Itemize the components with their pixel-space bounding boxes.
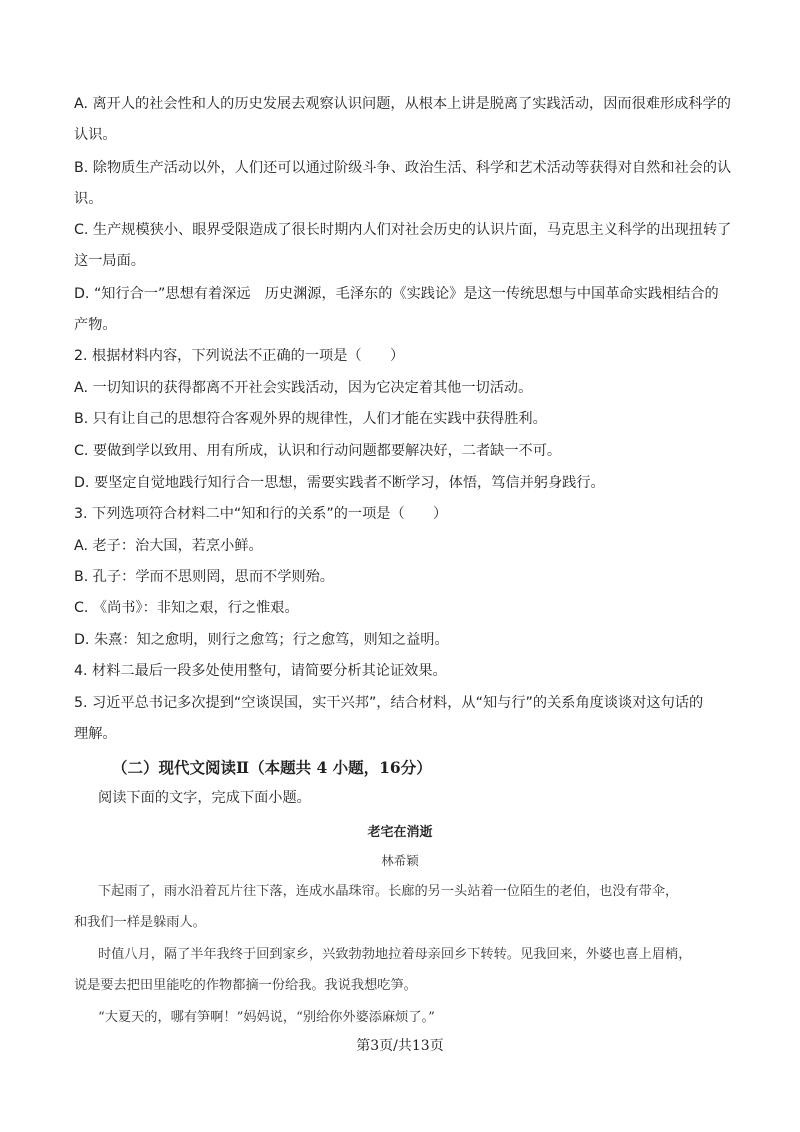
story-title: 老宅在消逝: [367, 825, 433, 840]
option-c-line-1: C. 生产规模狭小、眼界受限造成了很长时期内人们对社会历史的认识片面，马克思主义科学的出现扭转了: [74, 222, 732, 238]
q3-option-a: A. 老子：治大国，若烹小鲜。: [74, 538, 263, 554]
story-paragraph-1-line-2: 和我们一样是躲雨人。: [74, 915, 206, 930]
option-d-line-2: 产物。: [74, 317, 117, 333]
question-5-line-2: 理解。: [74, 726, 117, 742]
option-b-line-2: 识。: [74, 191, 103, 207]
story-paragraph-3: “大夏天的，哪有笋啊！”妈妈说，“别给你外婆添麻烦了。”: [98, 1010, 435, 1025]
question-3: 3. 下列选项符合材料二中“知和行的关系”的一项是（ ）: [74, 506, 448, 522]
question-4: 4. 材料二最后一段多处使用整句，请简要分析其论证效果。: [74, 663, 447, 679]
q2-option-a: A. 一切知识的获得都离不开社会实践活动，因为它决定着其他一切活动。: [74, 380, 533, 396]
story-paragraph-2-line-2: 说是要去把田里能吃的作物都摘一份给我。我说我想吃笋。: [74, 978, 417, 993]
story-paragraph-2-line-1: 时值八月，隔了半年我终于回到家乡，兴致勃勃地拉着母亲回乡下转转。见我回来，外婆也喜上眉梢，: [98, 947, 692, 962]
story-paragraph-1-line-1: 下起雨了，雨水沿着瓦片往下落，连成水晶珠帘。长廊的另一头站着一位陌生的老伯，也没有带伞，: [98, 884, 679, 899]
q2-option-c: C. 要做到学以致用、用有所成，认识和行动问题都要解决好，二者缺一不可。: [74, 443, 562, 459]
option-c-line-2: 这一局面。: [74, 253, 145, 269]
q3-option-c: C. 《尚书》：非知之艰，行之惟艰。: [74, 600, 299, 616]
q2-option-b: B. 只有让自己的思想符合客观外界的规律性，人们才能在实践中获得胜利。: [74, 411, 547, 427]
section-heading: （二）现代文阅读Ⅱ（本题共 4 小题，16分）: [112, 758, 432, 777]
q3-option-d: D. 朱熹：知之愈明，则行之愈笃；行之愈笃，则知之益明。: [74, 632, 449, 648]
story-author: 林希颖: [381, 853, 419, 868]
question-5-line-1: 5. 习近平总书记多次提到“空谈误国，实干兴邦”，结合材料，从“知与行”的关系角度谈谈对这句话的: [74, 695, 704, 711]
option-d-line-1: D. “知行合一”思想有着深远 历史渊源，毛泽东的《实践论》是这一传统思想与中国革命实践相结合的: [74, 286, 719, 302]
reading-instruction: 阅读下面的文字，完成下面小题。: [98, 790, 311, 806]
option-b-line-1: B. 除物质生产活动以外，人们还可以通过阶级斗争、政治生活、科学和艺术活动等获得对自然和社会的认: [74, 160, 732, 176]
q2-option-d: D. 要坚定自觉地践行知行合一思想，需要实践者不断学习，体悟，笃信并躬身践行。: [74, 475, 605, 491]
option-a-line-2: 认识。: [74, 127, 117, 143]
option-a-line-1: A. 离开人的社会性和人的历史发展去观察认识问题，从根本上讲是脱离了实践活动，因而很难形成科学的: [74, 96, 731, 112]
question-2: 2. 根据材料内容，下列说法不正确的一项是（ ）: [74, 348, 405, 364]
page-number: 第3页/共13页: [356, 1038, 444, 1054]
q3-option-b: B. 孔子：学而不思则罔，思而不学则殆。: [74, 569, 334, 585]
